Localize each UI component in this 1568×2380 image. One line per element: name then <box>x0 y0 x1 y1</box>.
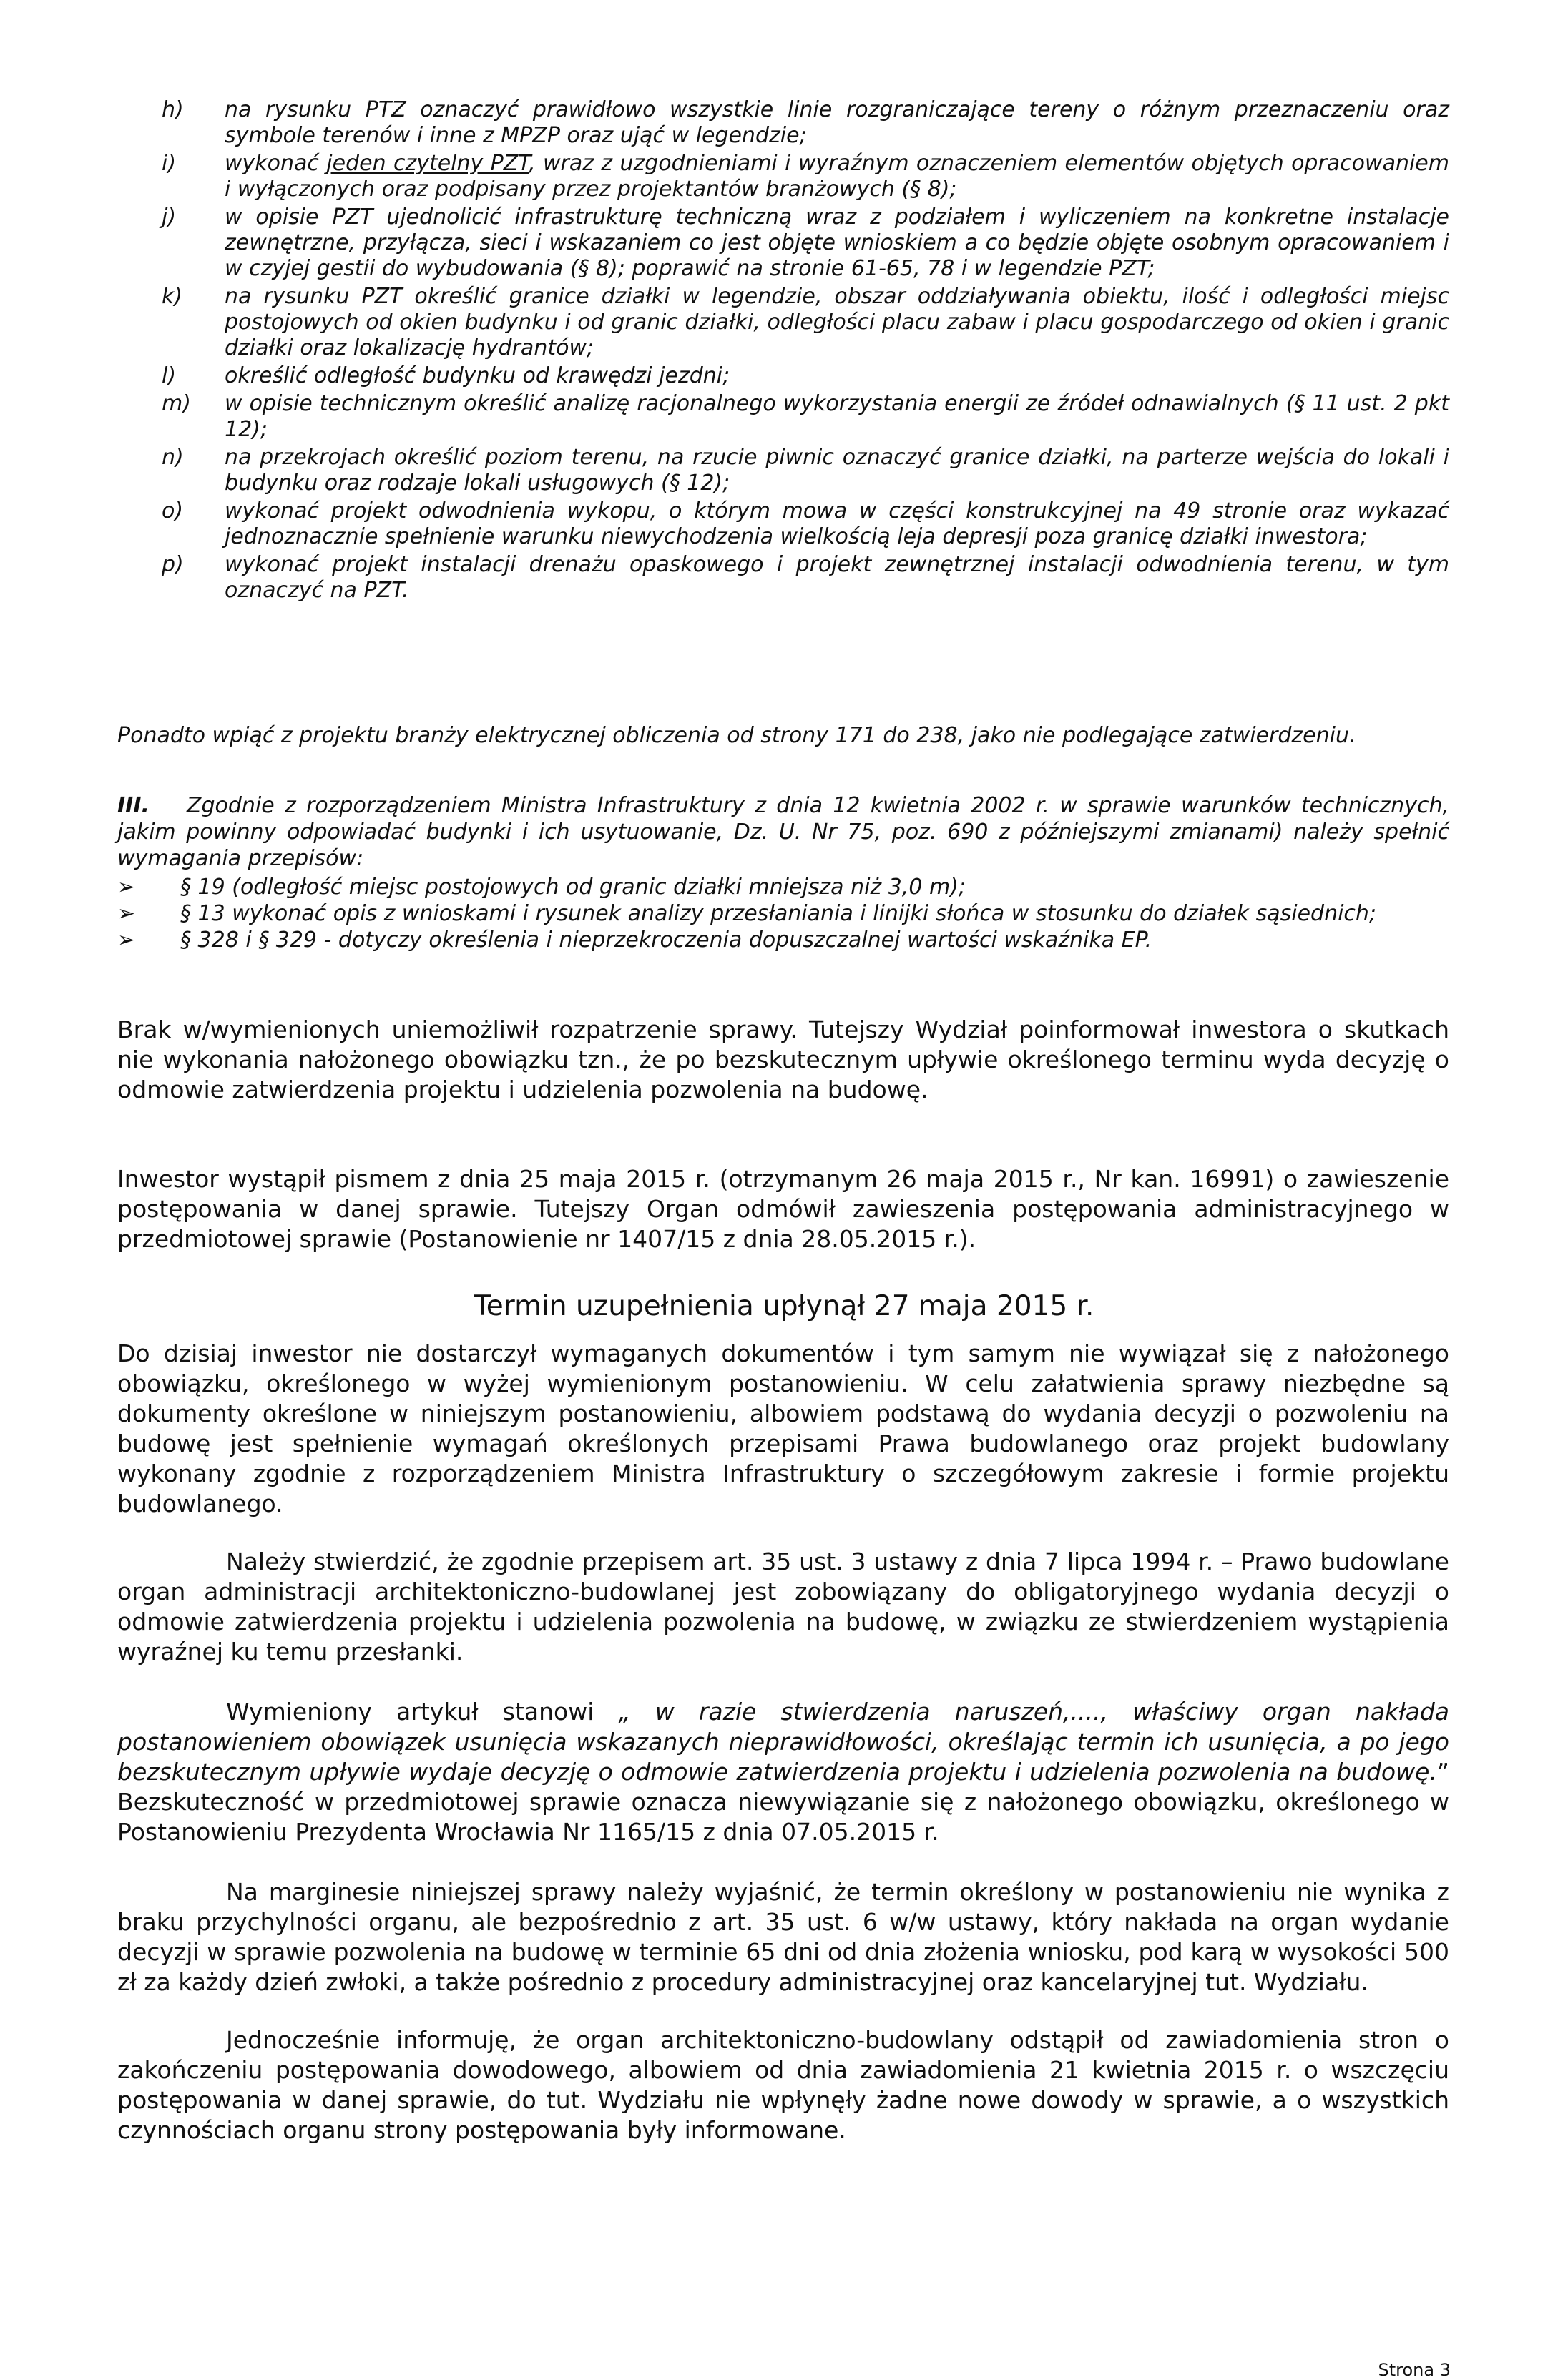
wymieniony-intro: Wymieniony artykuł stanowi <box>226 1698 619 1726</box>
bullet-text: § 13 wykonać opis z wnioskami i rysunek analizy przesłaniania i linijki słońca w stosunku do działek sąsiednich; <box>180 901 1377 926</box>
ponadto-paragraph: Ponadto wpiąć z projektu branży elektrycznej obliczenia od strony 171 do 238, jako nie podlegające zatwierdzeniu. <box>117 723 1356 748</box>
bullet-text: § 328 i § 329 - dotyczy określenia i nieprzekroczenia dopuszczalnej wartości wskaźnika EP. <box>180 928 1152 953</box>
paragraph-brak: Brak w/wymienionych uniemożliwił rozpatrzenie sprawy. Tutejszy Wydział poinformował inwestora o skutkach nie wykonania nałożonego obowiązku tzn., że po bezskutecznym upływie określonego terminu wyda decyzję o odmowie zatwierdzenia projektu i udzielenia pozwolenia na budowę. <box>117 1016 1449 1103</box>
list-item <box>162 498 1449 550</box>
list-marker: o) <box>162 498 184 523</box>
list-text-part: wykonać <box>225 151 327 176</box>
list-item-text <box>225 552 1449 604</box>
paragraph-nalezy: Należy stwierdzić, że zgodnie przepisem art. 35 ust. 3 ustawy z dnia 7 lipca 1994 r. – Prawo budowlane organ administracji architektoniczno-budowlanej jest zobowiązany do obligatoryjnego wydania decyzji o odmowie zatwierdzenia projektu i udzielenia pozwolenia na budowę, w związku ze stwierdzeniem wystąpienia wyraźnej ku temu przesłanki. <box>117 1548 1449 1666</box>
list-text-part: wykonać projekt odwodnienia wykopu, o którym mowa w części konstrukcyjnej na 49 stronie oraz wykazać jednoznacznie spełnienie warunku niewychodzenia wielkością leja depresji poza granicę działki inwestora; <box>225 498 1449 549</box>
list-marker: i) <box>162 151 177 176</box>
requirements-list <box>162 97 1449 606</box>
list-item <box>162 151 1449 202</box>
list-item-text <box>225 97 1449 149</box>
list-text-part: wykonać projekt instalacji drenażu opaskowego i projekt zewnętrznej instalacji odwodnienia terenu, w tym oznaczyć na PZT. <box>225 552 1449 603</box>
paragraph-do-dzisiaj: Do dzisiaj inwestor nie dostarczył wymaganych dokumentów i tym samym nie wywiązał się z nałożonego obowiązku, określonego w wyżej wymienionym postanowieniu. W celu załatwienia sprawy niezbędne są dokumenty określone w niniejszym postanowieniu, albowiem podstawą do wydania decyzji o pozwoleniu na budowę jest spełnienie wymagań określonych przepisami Prawa budowlanego oraz projekt budowlany wykonany zgodnie z rozporządzeniem Ministra Infrastruktury o szczegółowym zakresie i formie projektu budowlanego. <box>117 1339 1449 1518</box>
regulation-bullet <box>117 874 1449 900</box>
list-item-text <box>225 445 1449 496</box>
list-item-text <box>225 363 1449 389</box>
paragraph-marginesie: Na marginesie niniejszej sprawy należy wyjaśnić, że termin określony w postanowieniu nie wynika z braku przychylności organu, ale bezpośrednio z art. 35 ust. 6 w/w ustawy, który nakłada na organ wydanie decyzji w sprawie pozwolenia na budowę w terminie 65 dni od dnia złożenia wniosku, pod karą w wysokości 500 zł za każdy dzień zwłoki, a także pośrednio z procedury administracyjnej oraz kancelaryjnej tut. Wydziału. <box>117 1878 1449 1996</box>
deadline-heading: Termin uzupełnienia upłynął 27 maja 2015 r. <box>474 1290 1094 1322</box>
paragraph-inwestor: Inwestor wystąpił pismem z dnia 25 maja 2015 r. (otrzymanym 26 maja 2015 r., Nr kan. 16991) o zawieszenie postępowania w danej sprawie. Tutejszy Organ odmówił zawieszenia postępowania administracyjnego w przedmiotowej sprawie (Postanowienie nr 1407/15 z dnia 28.05.2015 r.). <box>117 1165 1449 1253</box>
arrow-bullet-icon: ➢ <box>117 928 136 953</box>
wymieniony-conclusion: ” Bezskuteczność w przedmiotowej sprawie oznacza niewywiązanie się z nałożonego obowiązku, określonego w Postanowieniu Prezydenta Wrocławia Nr 1165/15 z dnia 07.05.2015 r. <box>117 1758 1449 1846</box>
list-item <box>162 552 1449 604</box>
page-number: Strona 3 <box>1378 2360 1451 2380</box>
paragraph-wymieniony <box>117 1697 1449 1847</box>
list-marker: h) <box>162 97 184 122</box>
list-item <box>162 363 1449 389</box>
list-text-part: na rysunku PTZ oznaczyć prawidłowo wszystkie linie rozgraniczające tereny o różnym przeznaczeniu oraz symbole terenów i inne z MPZP oraz ująć w legendzie; <box>225 97 1449 148</box>
list-item <box>162 205 1449 282</box>
list-item <box>162 391 1449 443</box>
list-text-part: określić odległość budynku od krawędzi jezdni; <box>225 363 730 388</box>
list-item <box>162 97 1449 149</box>
regulation-bullet <box>117 900 1449 927</box>
arrow-bullet-icon: ➢ <box>117 875 136 900</box>
list-text-part: w opisie technicznym określić analizę racjonalnego wykorzystania energii ze źródeł odnawialnych (§ 11 ust. 2 pkt 12); <box>225 391 1449 442</box>
list-item <box>162 284 1449 361</box>
list-marker: m) <box>162 391 191 416</box>
list-item-text <box>225 284 1449 361</box>
arrow-bullet-icon: ➢ <box>117 901 136 926</box>
regulation-bullet <box>117 927 1449 953</box>
underlined-text: jeden czytelny PZT <box>326 151 529 176</box>
list-text-part: , wraz z uzgodnieniami i wyraźnym oznaczeniem elementów objętych opracowaniem i wyłączonych oraz podpisany przez projektantów branżowych (§ 8); <box>225 151 1449 202</box>
list-marker: n) <box>162 445 184 470</box>
list-item-text <box>225 205 1449 282</box>
list-item-text <box>225 391 1449 443</box>
list-marker: l) <box>162 363 177 388</box>
list-text-part: w opisie PZT ujednolicić infrastrukturę techniczną wraz z podziałem i wyliczeniem na konkretne instalacje zewnętrzne, przyłącza, sieci i wskazaniem co jest objęte wnioskiem a co będzie objęte osobnym opracowaniem i w czyjej gestii do wybudowania (§ 8); poprawić na stronie 61-65, 78 i w legendzie PZT; <box>225 205 1449 281</box>
list-item-text <box>225 498 1449 550</box>
paragraph-jednoczesnie: Jednocześnie informuję, że organ architektoniczno-budowlany odstąpił od zawiadomienia stron o zakończeniu postępowania dowodowego, albowiem od dnia zawiadomienia 21 kwietnia 2015 r. o wszczęciu postępowania w danej sprawie, do tut. Wydziału nie wpłynęły żadne nowe dowody w sprawie, a o wszystkich czynnościach organu strony postępowania były informowane. <box>117 2026 1449 2144</box>
list-text-part: na rysunku PZT określić granice działki w legendzie, obszar oddziaływania obiektu, ilość i odległości miejsc postojowych od okien budynku i od granic działki, odległości placu zabaw i placu gospodarczego od okien i granic działki oraz lokalizację hydrantów; <box>225 284 1449 360</box>
regulation-bullets <box>117 874 1449 953</box>
bullet-text: § 19 (odległość miejsc postojowych od granic działki mniejsza niż 3,0 m); <box>180 875 966 900</box>
list-marker: k) <box>162 284 183 309</box>
list-text-part: na przekrojach określić poziom terenu, na rzucie piwnic oznaczyć granice działki, na parterze wejścia do lokali i budynku oraz rodzaje lokali usługowych (§ 12); <box>225 445 1449 496</box>
section-iii-number: III. <box>117 793 150 818</box>
statute-quote: „ w razie stwierdzenia naruszeń,...., właściwy organ nakłada postanowieniem obowiązek usunięcia wskazanych nieprawidłowości, określając termin ich usunięcia, a po jego bezskutecznym upływie wydaje decyzję o odmowie zatwierdzenia projektu i udzielenia pozwolenia na budowę. <box>117 1698 1449 1786</box>
list-marker: p) <box>162 552 184 577</box>
list-item <box>162 445 1449 496</box>
section-iii-text: Zgodnie z rozporządzeniem Ministra Infrastruktury z dnia 12 kwietnia 2002 r. w sprawie warunków technicznych, jakim powinny odpowiadać budynki i ich usytuowanie, Dz. U. Nr 75, poz. 690 z późniejszymi zmianami) należy spełnić wymagania przepisów: <box>117 793 1449 871</box>
list-item-text <box>225 151 1449 202</box>
section-iii-paragraph <box>117 792 1449 872</box>
list-marker: j) <box>162 205 177 230</box>
